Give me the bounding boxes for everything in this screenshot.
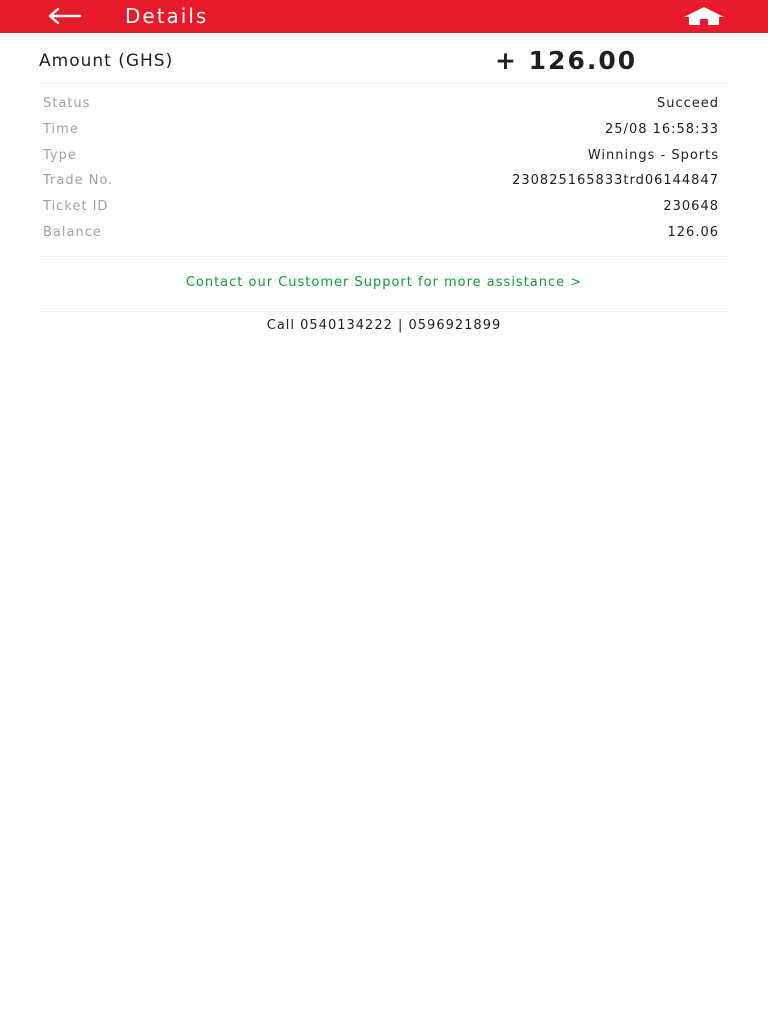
header-bar [0, 0, 768, 33]
details-list [43, 93, 719, 248]
detail-label: Balance [43, 224, 102, 240]
detail-value: 230648 [663, 199, 719, 215]
detail-value: 126.06 [667, 224, 719, 240]
detail-value: Winnings - Sports [587, 147, 719, 163]
detail-label: Time [43, 121, 79, 137]
amount-value: + 126.00 [495, 46, 638, 75]
detail-row-status [43, 93, 719, 119]
detail-label: Status [43, 96, 91, 111]
detail-row-balance [43, 222, 719, 248]
arrow-left-icon[interactable] [44, 6, 84, 26]
detail-label: Type [43, 147, 77, 163]
detail-row-ticket-id [43, 196, 719, 222]
call-numbers-text: Call 0540134222 | 0596921899 [266, 318, 502, 333]
detail-value: Succeed [656, 96, 719, 111]
detail-row-trade-no [43, 170, 719, 196]
detail-row-time [43, 119, 719, 145]
detail-label: Ticket ID [43, 199, 109, 215]
amount-row [39, 46, 729, 84]
detail-row-type [43, 145, 719, 171]
detail-value: 230825165833trd06144847 [512, 173, 719, 189]
home-icon[interactable] [682, 6, 726, 26]
divider [39, 311, 729, 312]
detail-value: 25/08 16:58:33 [605, 121, 719, 137]
amount-label: Amount (GHS) [39, 51, 174, 71]
customer-support-link[interactable]: Contact our Customer Support for more assistance > [185, 275, 583, 290]
detail-label: Trade No. [43, 173, 114, 189]
divider [39, 256, 729, 257]
page-title: Details [125, 4, 209, 28]
